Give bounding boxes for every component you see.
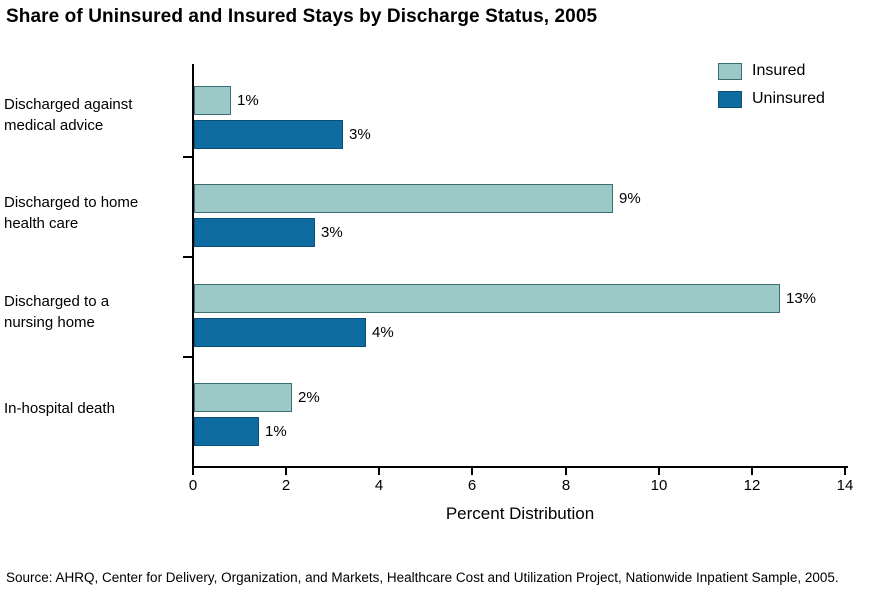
x-tick-mark <box>285 468 287 475</box>
category-label-line: In-hospital death <box>4 400 115 417</box>
bar-value-label: 3% <box>349 126 371 143</box>
legend-swatch-icon <box>718 63 742 80</box>
category-label-line: Discharged to a <box>4 293 110 310</box>
legend-item-insured <box>718 62 825 80</box>
bar-insured <box>194 284 780 313</box>
bar-value-label: 2% <box>298 389 320 406</box>
category-label-line: medical advice <box>4 117 104 134</box>
y-group-separator <box>183 156 192 158</box>
bar-insured <box>194 184 613 213</box>
x-tick-mark <box>751 468 753 475</box>
bar-value-label: 3% <box>321 224 343 241</box>
category-label-line: health care <box>4 215 79 232</box>
x-tick-mark <box>192 468 194 475</box>
x-tick-mark <box>378 468 380 475</box>
category-label-discharged-to-home-health-care <box>4 192 189 234</box>
legend-item-uninsured <box>718 90 825 108</box>
x-tick-label: 10 <box>650 477 668 494</box>
bar-insured <box>194 383 292 412</box>
x-tick-label: 12 <box>743 477 761 494</box>
category-label-discharged-against-medical-advice <box>4 94 189 136</box>
category-label-line: Discharged against <box>4 96 133 113</box>
x-tick-label: 4 <box>374 477 384 494</box>
bar-value-label: 9% <box>619 190 641 207</box>
y-group-separator <box>183 256 192 258</box>
bar-uninsured <box>194 318 366 347</box>
legend-label: Uninsured <box>752 90 825 107</box>
x-tick-mark <box>844 468 846 475</box>
x-tick-mark <box>471 468 473 475</box>
plot-area <box>188 64 854 494</box>
bar-insured <box>194 86 231 115</box>
x-tick-label: 6 <box>467 477 477 494</box>
x-tick-mark <box>565 468 567 475</box>
legend-label: Insured <box>752 62 806 79</box>
x-tick-label: 0 <box>188 477 198 494</box>
source-note: Source: AHRQ, Center for Delivery, Organization, and Markets, Healthcare Cost and Utilization Project, Nationwide Inpatient Sample, 2005. <box>6 570 839 585</box>
category-label-in-hospital-death <box>4 398 189 419</box>
bar-value-label: 1% <box>237 92 259 109</box>
x-axis-line <box>192 466 848 468</box>
bar-uninsured <box>194 417 259 446</box>
category-label-discharged-to-a-nursing-home <box>4 291 189 333</box>
legend-swatch-icon <box>718 91 742 108</box>
category-label-line: nursing home <box>4 314 95 331</box>
bar-uninsured <box>194 120 343 149</box>
x-tick-mark <box>658 468 660 475</box>
bar-uninsured <box>194 218 315 247</box>
category-label-line: Discharged to home <box>4 194 139 211</box>
x-tick-label: 2 <box>281 477 291 494</box>
x-tick-label: 8 <box>561 477 571 494</box>
bar-value-label: 4% <box>372 324 394 341</box>
x-axis-title: Percent Distribution <box>445 504 595 523</box>
x-tick-label: 14 <box>836 477 854 494</box>
page-title: Share of Uninsured and Insured Stays by Discharge Status, 2005 <box>6 6 598 27</box>
bar-value-label: 13% <box>786 290 817 307</box>
bar-value-label: 1% <box>265 423 287 440</box>
legend <box>718 62 825 118</box>
y-group-separator <box>183 356 192 358</box>
